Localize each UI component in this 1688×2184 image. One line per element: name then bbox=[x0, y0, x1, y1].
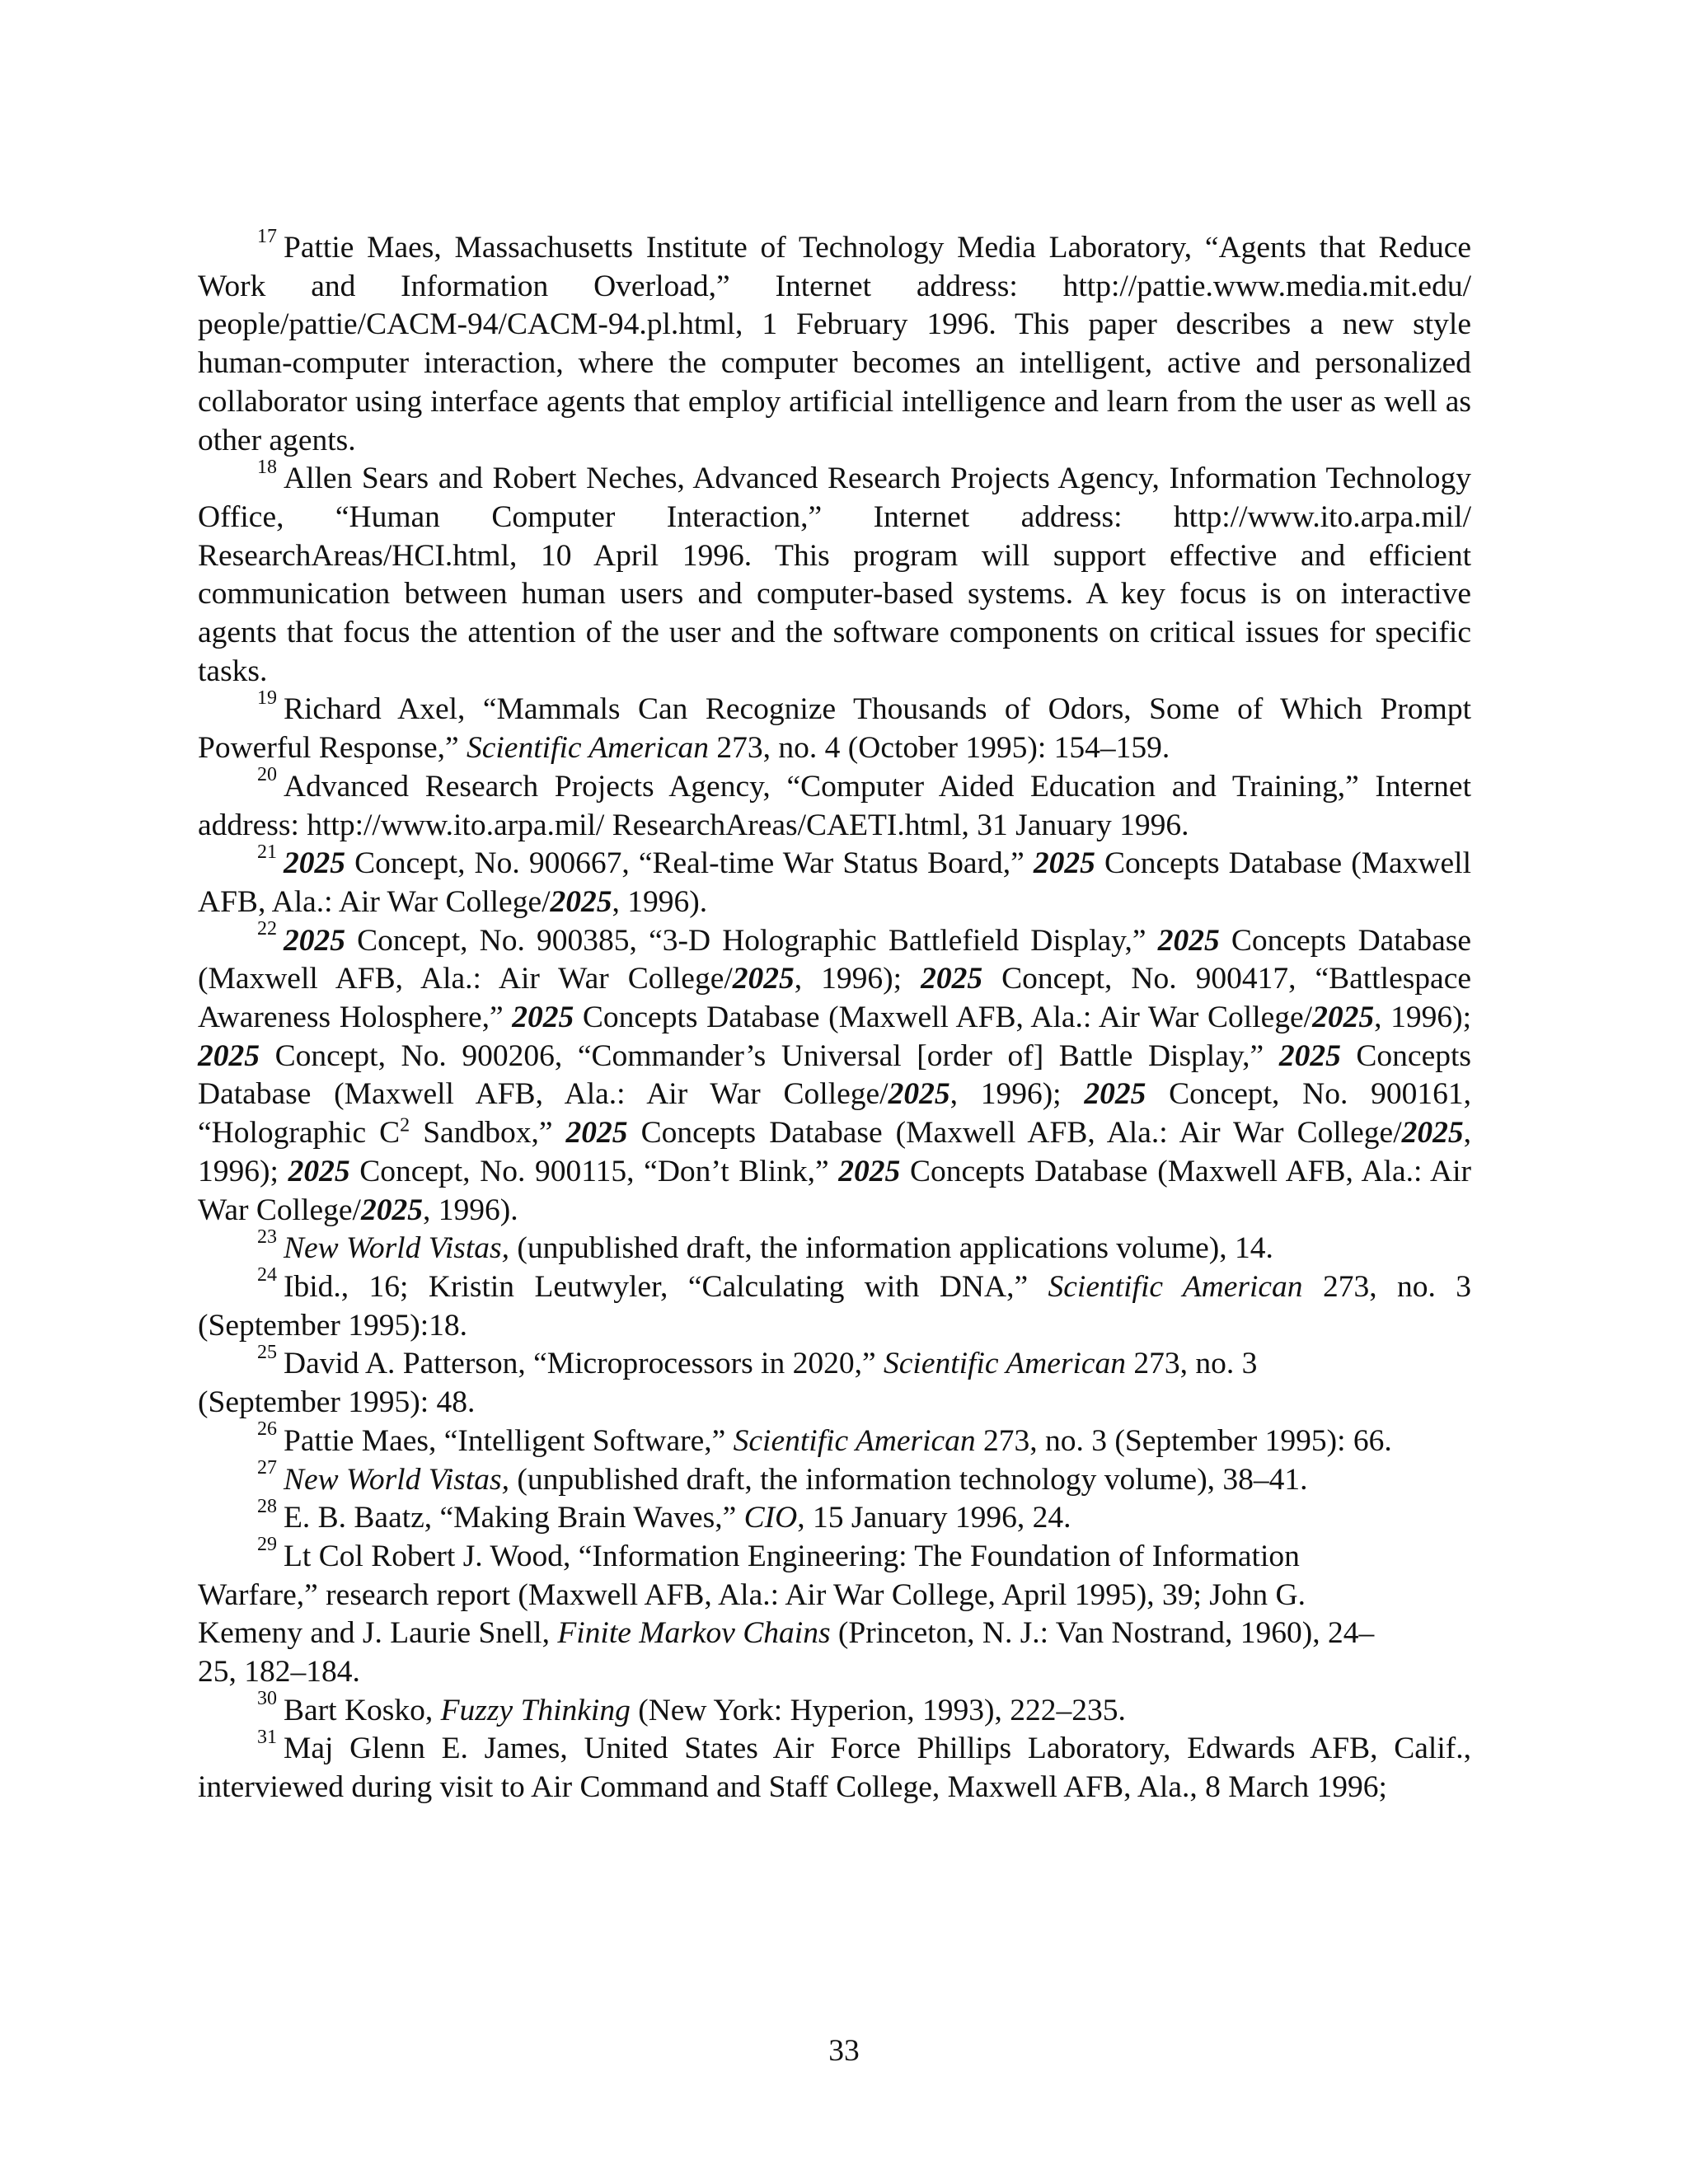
footnote-number: 30 bbox=[257, 1688, 277, 1710]
footnote-text: Concepts Database (Maxwell AFB, Ala.: Air War College/ bbox=[198, 1154, 1471, 1227]
footnote-number: 17 bbox=[257, 225, 277, 247]
emphasis-2025: 2025 bbox=[1278, 1038, 1341, 1073]
footnote-text: Concept, No. 900161, “Holographic C bbox=[198, 1077, 1471, 1151]
italic-title: CIO bbox=[743, 1501, 798, 1535]
footnote-text: Bart Kosko, bbox=[284, 1693, 441, 1727]
footnote-text: Pattie Maes, “Intelligent Software,” bbox=[284, 1423, 734, 1458]
footnote-21 bbox=[198, 841, 1471, 921]
footnote-text: Concept, No. 900667, “Real-time War Status Board,” bbox=[345, 846, 1034, 881]
footnote-number: 31 bbox=[257, 1726, 277, 1748]
footnote-19 bbox=[198, 687, 1471, 767]
emphasis-2025: 2025 bbox=[360, 1193, 423, 1227]
footnote-text: Concept, No. 900417, “Battlespace Awareness Holosphere,” bbox=[198, 962, 1471, 1035]
emphasis-2025: 2025 bbox=[838, 1154, 901, 1188]
footnote-27 bbox=[198, 1457, 1471, 1500]
italic-title: Fuzzy Thinking bbox=[440, 1693, 631, 1727]
footnote-number: 29 bbox=[257, 1534, 277, 1556]
emphasis-2025: 2025 bbox=[1084, 1077, 1146, 1112]
footnote-text: , 1996); bbox=[794, 962, 921, 996]
footnote-text: , 1996). bbox=[422, 1193, 518, 1227]
emphasis-2025: 2025 bbox=[888, 1077, 950, 1112]
footnote-text: David A. Patterson, “Microprocessors in 2020,” bbox=[284, 1347, 884, 1381]
footnote-20 bbox=[198, 764, 1471, 845]
footnote-text: , 15 January 1996, 24. bbox=[797, 1501, 1071, 1535]
footnote-31 bbox=[198, 1726, 1471, 1807]
footnote-text: Ibid., 16; Kristin Leutwyler, “Calculating with DNA,” bbox=[284, 1269, 1048, 1304]
italic-title: Scientific American bbox=[733, 1423, 976, 1458]
emphasis-2025: 2025 bbox=[565, 1116, 628, 1151]
italic-title: Scientific American bbox=[1048, 1269, 1303, 1304]
emphasis-2025: 2025 bbox=[1312, 1001, 1375, 1035]
footnote-number: 22 bbox=[257, 918, 277, 940]
emphasis-2025: 2025 bbox=[288, 1154, 350, 1188]
footnote-text: 25, 182–184. bbox=[198, 1655, 360, 1690]
footnote-text: (New York: Hyperion, 1993), 222–235. bbox=[630, 1693, 1126, 1727]
footnote-text: , 1996). bbox=[612, 884, 708, 919]
footnote-29 bbox=[198, 1534, 1471, 1692]
footnote-text: Warfare,” research report (Maxwell AFB, Ala.: Air War College, April 1995), 39; John G. bbox=[198, 1577, 1306, 1612]
footnote-text: Richard Axel, “Mammals Can Recognize Thousands of Odors, Some of Which Prompt Powerful Response,” bbox=[198, 692, 1471, 766]
footnote-text: Allen Sears and Robert Neches, Advanced Research Projects Agency, Information Technology Office, “Human Computer Interaction,” Internet address: http://www.ito.arpa.mil/ ResearchAreas/HCI.html, 10 April 1996. This program will support effective and efficient communication between human users and computer-based systems. A key focus is on interactive agents that focus the attention of the user and the software components on critical issues for specific tasks. bbox=[198, 462, 1471, 688]
footnote-17 bbox=[198, 225, 1471, 460]
footnote-text: (unpublished draft, the information technology volume), 38–41. bbox=[509, 1462, 1308, 1497]
footnote-text: Kemeny and J. Laurie Snell, bbox=[198, 1616, 558, 1651]
footnote-text: (September 1995): 48. bbox=[198, 1385, 476, 1420]
footnote-30 bbox=[198, 1688, 1471, 1731]
footnote-number: 19 bbox=[257, 687, 277, 709]
footnote-28 bbox=[198, 1495, 1471, 1538]
emphasis-2025: 2025 bbox=[1157, 923, 1220, 958]
footnote-number: 20 bbox=[257, 764, 277, 786]
footnote-text: Pattie Maes, Massachusetts Institute of Technology Media Laboratory, “Agents that Reduce Work and Information Overload,” Internet address: http://pattie.www.media.mit.edu/ people/pattie/CACM-94/CACM-94.pl.html, 1 February 1996. This paper describes a new style human-computer interaction, where the computer becomes an intelligent, active and personalized collaborator using interface agents that employ artificial intelligence and learn from the user as well as other agents. bbox=[198, 231, 1471, 457]
footnote-text: Maj Glenn E. James, United States Air Force Phillips Laboratory, Edwards AFB, Calif., interviewed during visit to Air Command and Staff College, Maxwell AFB, Ala., 8 March 1996; bbox=[198, 1732, 1471, 1805]
footnote-22 bbox=[198, 918, 1472, 1230]
footnote-text: Advanced Research Projects Agency, “Computer Aided Education and Training,” Internet address: http://www.ito.arpa.mil/ ResearchAreas/CAETI.html, 31 January 1996. bbox=[198, 769, 1471, 842]
footnote-text: Sandbox,” bbox=[410, 1116, 566, 1151]
emphasis-2025: 2025 bbox=[1033, 846, 1095, 881]
footnote-text: E. B. Baatz, “Making Brain Waves,” bbox=[284, 1501, 744, 1535]
footnote-text: , 1996); bbox=[950, 1077, 1085, 1112]
footnote-text: (unpublished draft, the information applications volume), 14. bbox=[509, 1231, 1273, 1266]
endnotes-list bbox=[198, 225, 1472, 1807]
footnote-text: , 1996); bbox=[198, 1116, 1471, 1188]
footnote-number: 26 bbox=[257, 1418, 277, 1441]
footnote-number: 23 bbox=[257, 1226, 277, 1248]
emphasis-2025: 2025 bbox=[550, 884, 612, 919]
superscript: 2 bbox=[400, 1114, 410, 1137]
emphasis-2025: 2025 bbox=[921, 962, 983, 996]
footnote-text: Concepts Database (Maxwell AFB, Ala.: Air War College/ bbox=[198, 923, 1472, 996]
footnote-25 bbox=[198, 1341, 1471, 1422]
footnote-text: 273, no. 3 (September 1995): 66. bbox=[975, 1423, 1392, 1458]
footnote-number: 18 bbox=[257, 456, 277, 478]
emphasis-2025: 2025 bbox=[512, 1001, 574, 1035]
footnote-text: 273, no. 3 bbox=[1126, 1347, 1258, 1381]
footnote-text: Concept, No. 900206, “Commander’s Universal [order of] Battle Display,” bbox=[260, 1038, 1279, 1073]
footnote-text: Concept, No. 900385, “3-D Holographic Battlefield Display,” bbox=[345, 923, 1158, 958]
footnote-number: 24 bbox=[257, 1264, 277, 1286]
italic-title: New World Vistas, bbox=[284, 1462, 509, 1497]
emphasis-2025: 2025 bbox=[732, 962, 795, 996]
emphasis-2025: 2025 bbox=[284, 846, 345, 881]
footnote-text: Concepts Database (Maxwell AFB, Ala.: Air War College/ bbox=[198, 1038, 1471, 1112]
emphasis-2025: 2025 bbox=[1401, 1116, 1464, 1151]
footnote-number: 27 bbox=[257, 1457, 277, 1479]
italic-title: New World Vistas, bbox=[284, 1231, 509, 1266]
footnote-text: 273, no. 3 (September 1995):18. bbox=[198, 1269, 1472, 1343]
footnote-text: , 1996); bbox=[1374, 1001, 1471, 1035]
footnote-text: Concepts Database (Maxwell AFB, Ala.: Air War College/ bbox=[627, 1116, 1402, 1151]
footnote-18 bbox=[198, 456, 1471, 691]
emphasis-2025: 2025 bbox=[284, 923, 345, 958]
footnote-text: Concepts Database (Maxwell AFB, Ala.: Air War College/ bbox=[574, 1001, 1313, 1035]
footnote-text: Concepts Database (Maxwell AFB, Ala.: Air War College/ bbox=[198, 846, 1471, 919]
footnote-26 bbox=[198, 1418, 1471, 1461]
footnote-number: 25 bbox=[257, 1341, 277, 1363]
footnote-text: Concept, No. 900115, “Don’t Blink,” bbox=[349, 1154, 839, 1188]
footnote-text: Lt Col Robert J. Wood, “Information Engineering: The Foundation of Information bbox=[284, 1539, 1300, 1573]
footnote-text: (Princeton, N. J.: Van Nostrand, 1960), 24– bbox=[830, 1616, 1375, 1651]
footnote-24 bbox=[198, 1264, 1472, 1345]
footnote-23 bbox=[198, 1226, 1471, 1268]
page-number: 33 bbox=[828, 2034, 860, 2068]
emphasis-2025: 2025 bbox=[198, 1038, 260, 1073]
footnote-text: 273, no. 4 (October 1995): 154–159. bbox=[709, 731, 1170, 766]
footnote-number: 28 bbox=[257, 1495, 277, 1517]
italic-title: Scientific American bbox=[884, 1347, 1127, 1381]
footnote-number: 21 bbox=[257, 841, 277, 863]
italic-title: Scientific American bbox=[466, 731, 709, 766]
italic-title: Finite Markov Chains bbox=[557, 1616, 831, 1651]
